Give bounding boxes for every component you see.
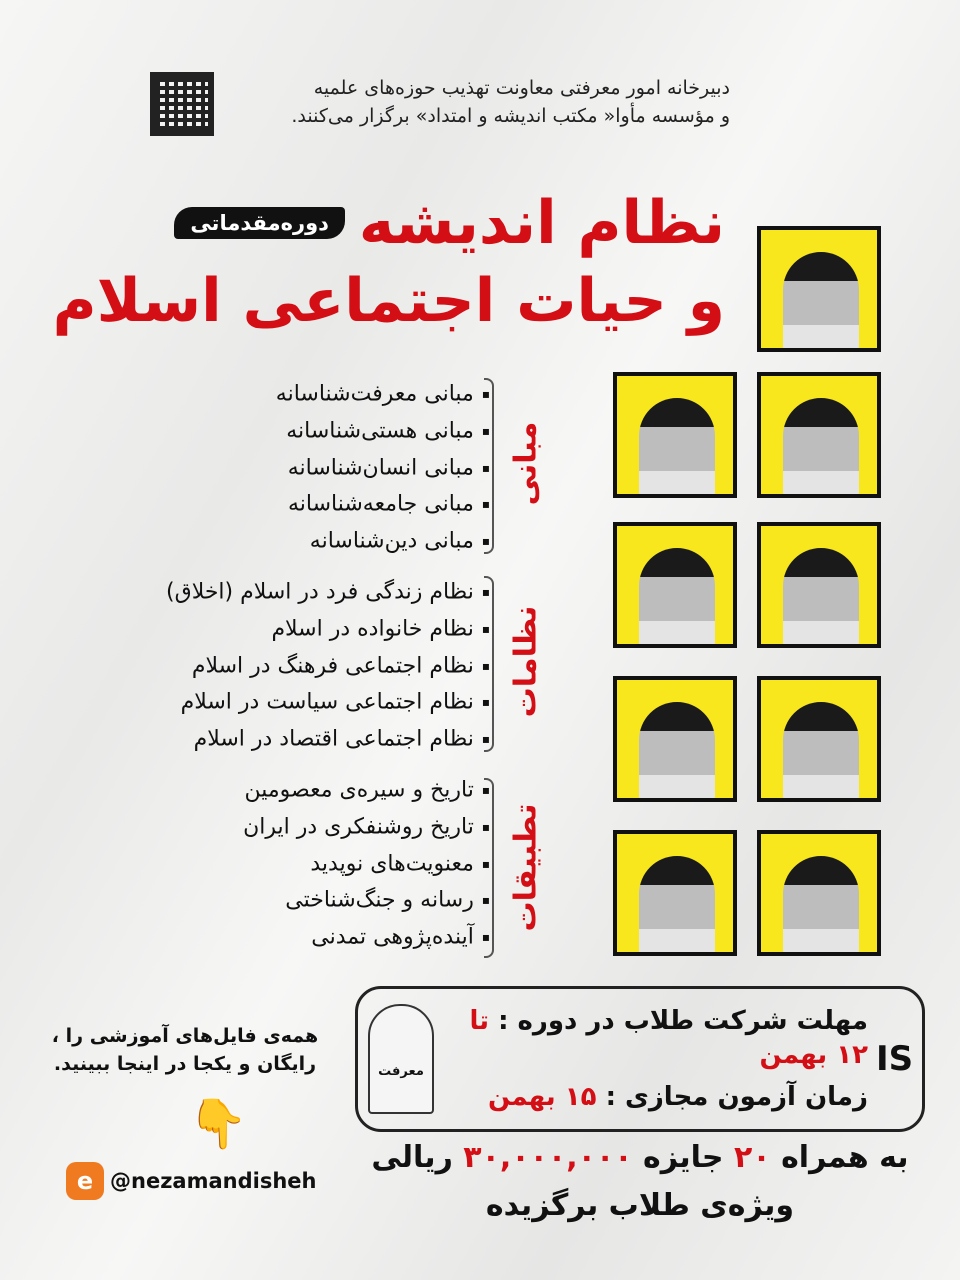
list-item: ▪ مبانی انسان‌شناسانه (276, 450, 490, 487)
section-label: نظامات (508, 605, 544, 718)
value: تا ۱۲ بهمن (469, 1006, 868, 1070)
list-item: ▪ معنویت‌های نوپدید (243, 846, 490, 883)
list-item: ▪ تاریخ روشنفکری در ایران (243, 809, 490, 846)
portrait (757, 522, 881, 648)
portrait (613, 676, 737, 802)
deadline-text (442, 1004, 868, 1114)
deadline-box (355, 986, 925, 1132)
list-item: ▪ مبانی معرفت‌شناسانه (276, 376, 490, 413)
prize-count: ۲۰ (734, 1140, 771, 1175)
course-level-tag: دوره‌مقدماتی (174, 207, 345, 239)
institute-logo: IS (876, 1039, 914, 1079)
portrait (757, 830, 881, 956)
registration-deadline (442, 1004, 868, 1072)
section-systems (166, 574, 490, 758)
bracket (484, 576, 494, 752)
organizers-text (210, 74, 730, 130)
qr-code[interactable] (150, 72, 214, 136)
list-item: ▪ نظام خانواده در اسلام (166, 611, 490, 648)
section-applications (243, 772, 490, 956)
handle-text[interactable]: @nezamandisheh (110, 1169, 317, 1193)
text: رایگان و یکجا در اینجا ببینید. (53, 1053, 317, 1075)
list-item: ▪ نظام زندگی فرد در اسلام (اخلاق) (166, 574, 490, 611)
text: ریالی (371, 1140, 453, 1175)
exam-date (442, 1080, 868, 1114)
marefat-logo (368, 1004, 434, 1114)
title-line-2: و حیات اجتماعی اسلام (52, 266, 725, 336)
list-item: ▪ رسانه و جنگ‌شناختی (243, 882, 490, 919)
portrait (613, 830, 737, 956)
label: مهلت شرکت طلاب در دوره : (498, 1006, 868, 1036)
prize-line (355, 1136, 925, 1180)
portrait (613, 522, 737, 648)
title-block (53, 186, 725, 338)
list-item: ▪ نظام اجتماعی سیاست در اسلام (166, 684, 490, 721)
text: به همراه (781, 1140, 909, 1175)
title-row (174, 186, 725, 260)
portrait (757, 372, 881, 498)
list-item: ▪ تاریخ و سیره‌ی معصومین (243, 772, 490, 809)
social-handle-link[interactable] (66, 1162, 316, 1200)
eitaa-icon: e (66, 1162, 104, 1200)
intro-line: و مؤسسه مأوا« مکتب اندیشه و امتداد» برگزار می‌کنند. (291, 105, 730, 127)
portrait (757, 226, 881, 352)
logo-text: معرفت (378, 1064, 424, 1079)
list-item: ▪ مبانی دین‌شناسانه (276, 523, 490, 560)
list-item: ▪ مبانی جامعه‌شناسانه (276, 486, 490, 523)
section-foundations (276, 376, 490, 560)
prize-audience: ویژه‌ی طلاب برگزیده (485, 1188, 795, 1223)
section-label: مبانی (508, 421, 544, 506)
text: همه‌ی فایل‌های آموزشی را ، (51, 1025, 319, 1047)
value: ۱۵ بهمن (487, 1082, 597, 1112)
list-item: ▪ آینده‌پژوهی تمدنی (243, 919, 490, 956)
label: زمان آزمون مجازی : (605, 1082, 868, 1112)
list-item: ▪ مبانی هستی‌شناسانه (276, 413, 490, 450)
title-line-1: نظام اندیشه (358, 188, 725, 258)
bracket (484, 378, 494, 554)
bracket (484, 778, 494, 958)
portrait (757, 676, 881, 802)
files-note (45, 1022, 325, 1078)
pointing-down-hand-icon: 👇 (188, 1096, 248, 1152)
list-item: ▪ نظام اجتماعی اقتصاد در اسلام (166, 721, 490, 758)
text: جایزه (643, 1140, 724, 1175)
bottom-info (355, 986, 925, 1228)
prize-amount: ۳۰,۰۰۰,۰۰۰ (463, 1140, 633, 1175)
list-item: ▪ نظام اجتماعی فرهنگ در اسلام (166, 648, 490, 685)
section-label: تطبیقات (508, 803, 544, 932)
portrait (613, 372, 737, 498)
intro-line: دبیرخانه امور معرفتی معاونت تهذیب حوزه‌های علمیه (313, 77, 730, 99)
